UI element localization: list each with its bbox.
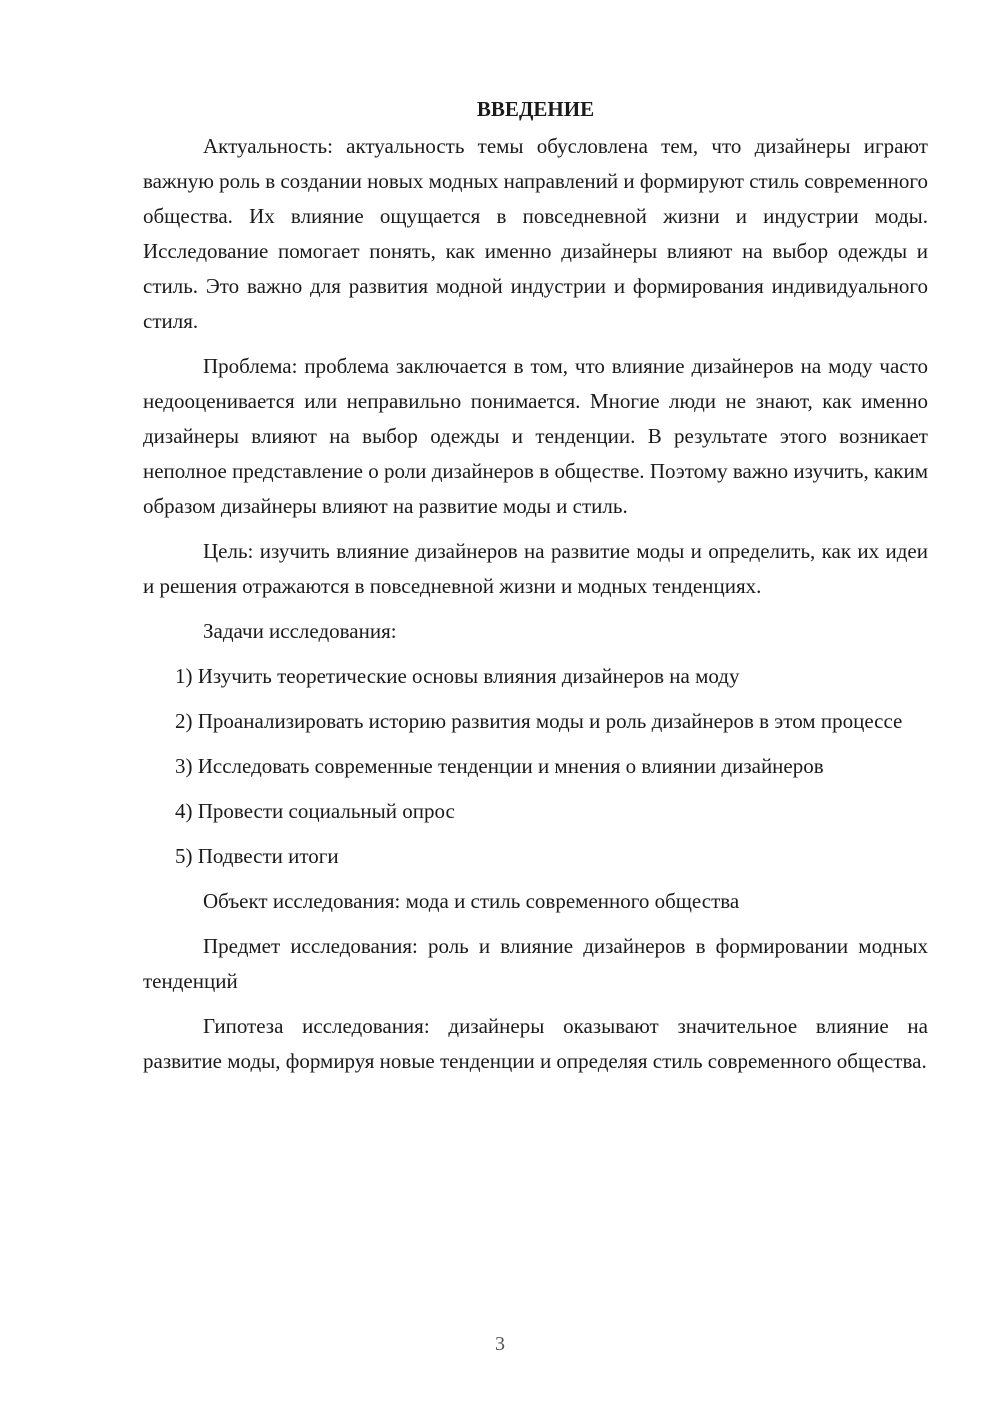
task-item-3: 3) Исследовать современные тенденции и мнения о влиянии дизайнеров xyxy=(175,754,824,778)
paragraph-relevance: Актуальность: актуальность темы обусловлена тем, что дизайнеры играют важную роль в создании новых модных направлений и формируют стиль современного общества. Их влияние ощущается в повседневной жизни и индустрии моды. Исследование помогает понять, как именно дизайнеры влияют на выбор одежды и стиль. Это важно для развития модной индустрии и формирования индивидуального стиля. xyxy=(143,134,928,333)
paragraph-hypothesis: Гипотеза исследования: дизайнеры оказывают значительное влияние на развитие моды, формируя новые тенденции и определяя стиль современного общества. xyxy=(143,1014,928,1073)
paragraph-subject: Предмет исследования: роль и влияние дизайнеров в формировании модных тенденций xyxy=(143,934,928,993)
paragraph-goal: Цель: изучить влияние дизайнеров на развитие моды и определить, как их идеи и решения отражаются в повседневной жизни и модных тенденциях. xyxy=(143,539,928,598)
page-number: 3 xyxy=(495,1333,505,1355)
task-item-5: 5) Подвести итоги xyxy=(175,844,339,868)
tasks-heading: Задачи исследования: xyxy=(203,619,397,643)
task-item-4: 4) Провести социальный опрос xyxy=(175,799,455,823)
paragraph-problem: Проблема: проблема заключается в том, что влияние дизайнеров на моду часто недооценивается или неправильно понимается. Многие люди не знают, как именно дизайнеры влияют на выбор одежды и тенденции. В результате этого возникает неполное представление о роли дизайнеров в обществе. Поэтому важно изучить, каким образом дизайнеры влияют на развитие моды и стиль. xyxy=(143,354,928,518)
task-item-1: 1) Изучить теоретические основы влияния дизайнеров на моду xyxy=(175,664,740,688)
document-page xyxy=(143,92,928,1089)
page-title: ВВЕДЕНИЕ xyxy=(476,97,595,121)
task-item-2: 2) Проанализировать историю развития моды и роль дизайнеров в этом процессе xyxy=(175,709,903,733)
paragraph-object: Объект исследования: мода и стиль современного общества xyxy=(203,889,740,913)
